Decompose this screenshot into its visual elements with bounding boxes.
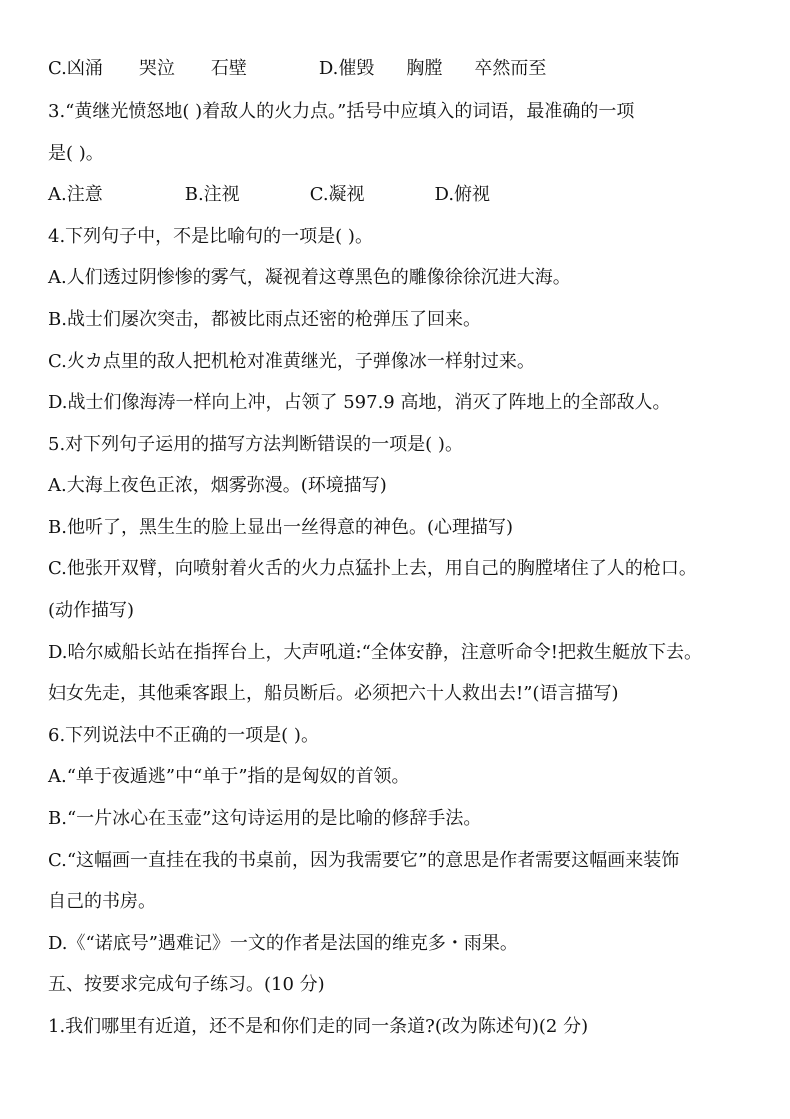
q3-option-b: B.注视 [184,184,240,205]
q2-option-d-word1: D.催毁 [318,58,375,79]
q5-stem: 5.对下列句子运用的描写方法判断错误的一项是( )。 [48,434,463,455]
q3-stem: 3.“黄继光愤怒地( )着敌人的火力点。”括号中应填入的词语，最准确的一项 [48,101,635,122]
q6-option-c-continued: 自己的书房。 [48,891,156,912]
q5-option-b: B.他听了，黑生生的脸上显出一丝得意的神色。(心理描写) [48,517,513,538]
q6-option-c: C.“这幅画一直挂在我的书桌前，因为我需要它”的意思是作者需要这幅画来装饰 [48,850,680,871]
q6-stem: 6.下列说法中不正确的一项是( )。 [48,725,319,746]
q3-options-row [48,183,750,207]
section-five-heading: 五、按要求完成句子练习。(10 分) [48,974,325,995]
q3-option-d: D.俯视 [434,184,491,205]
q3-stem-continued: 是( )。 [48,143,104,164]
q5-option-d-continued: 妇女先走，其他乘客跟上，船员断后。必须把六十人救出去!”(语言描写) [48,683,619,704]
q6-option-a: A.“单于夜遁逃”中“单于”指的是匈奴的首领。 [48,766,410,787]
q5-option-a: A.大海上夜色正浓，烟雾弥漫。(环境描写) [48,475,387,496]
q6-option-b: B.“一片冰心在玉壶”这句诗运用的是比喻的修辞手法。 [48,808,482,829]
q2-option-c-word1: C.凶涌 [48,58,103,79]
q4-option-d: D.战士们像海涛一样向上冲，占领了 597.9 高地，消灭了阵地上的全部敌人。 [48,392,671,413]
q4-option-a: A.人们透过阴惨惨的雾气，凝视着这尊黑色的雕像徐徐沉进大海。 [48,267,571,288]
q2-option-d-word2: 胸膛 [406,58,443,79]
q2-option-c-word2: 哭泣 [138,58,175,79]
q5-option-c-continued: (动作描写) [48,600,135,621]
q2-option-d-word3: 卒然而至 [474,58,547,79]
section-five-q1: 1.我们哪里有近道，还不是和你们走的同一条道?(改为陈述句)(2 分) [48,1016,589,1037]
q2-options-row [48,57,750,81]
q4-stem: 4.下列句子中，不是比喻句的一项是( )。 [48,226,373,247]
q6-option-d: D.《“诺底号”遇难记》一文的作者是法国的维克多・雨果。 [48,933,518,954]
q3-option-c: C.凝视 [309,184,365,205]
q4-option-b: B.战士们屡次突击，都被比雨点还密的枪弹压了回来。 [48,309,481,330]
q2-option-c-word3: 石壁 [210,58,247,79]
q4-option-c: C.火カ点里的敌人把机枪对准黄继光，子弹像冰一样射过来。 [48,351,535,372]
q3-option-a: A.注意 [48,184,103,205]
q5-option-c: C.他张开双臂，向喷射着火舌的火力点猛扑上去，用自己的胸膛堵住了人的枪口。 [48,558,697,579]
q5-option-d: D.哈尔威船长站在指挥台上，大声吼道:“全体安静，注意听命令!把救生艇放下去。 [48,642,703,663]
